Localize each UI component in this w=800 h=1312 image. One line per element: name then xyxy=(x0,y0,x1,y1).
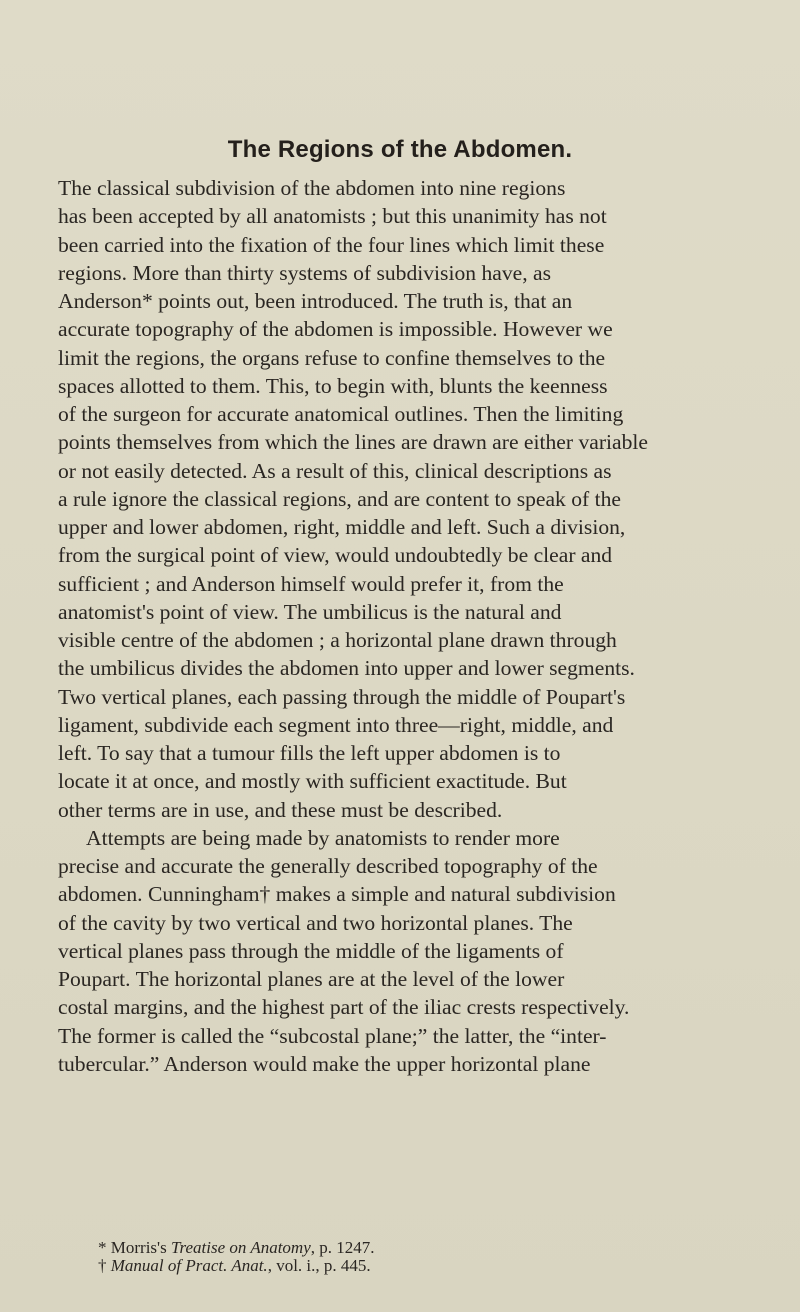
text-line: The classical subdivision of the abdomen into nine regions xyxy=(58,176,566,200)
text-line: has been accepted by all anatomists ; but this unanimity has not xyxy=(58,204,607,229)
text-line: other terms are in use, and these must be described. xyxy=(58,797,503,822)
text-line: precise and accurate the generally described topography of the xyxy=(58,854,598,878)
text-line: sufficient ; and Anderson himself would prefer it, from the xyxy=(58,571,564,596)
text-line: The former is called the “subcostal plane;” the latter, the “inter- xyxy=(58,1023,607,1048)
text-line: points themselves from which the lines are drawn are either variable xyxy=(58,430,649,455)
text-line: costal margins, and the highest part of the iliac crests respectively. xyxy=(58,995,630,1020)
text-line: ligament, subdivide each segment into three—right, middle, and xyxy=(58,712,614,737)
text-line: spaces allotted to them. This, to begin with, blunts the keenness xyxy=(58,373,608,398)
text-line: anatomist's point of view. The umbilicus is the natural and xyxy=(58,599,562,624)
text-line: accurate topography of the abdomen is impossible. However we xyxy=(58,317,613,342)
text-line: the umbilicus divides the abdomen into upper and lower segments. xyxy=(58,656,635,681)
text-line: been carried into the fixation of the four lines which limit these xyxy=(58,232,605,257)
text-line: left. To say that a tumour fills the left upper abdomen is to xyxy=(58,741,561,765)
text-line: or not easily detected. As a result of this, clinical descriptions as xyxy=(58,458,612,483)
text-line: of the cavity by two vertical and two horizontal planes. The xyxy=(58,910,573,935)
footnotes xyxy=(98,1239,698,1275)
text-line: upper and lower abdomen, right, middle and left. Such a division, xyxy=(58,515,626,539)
footnote-1-mark: * xyxy=(98,1238,107,1257)
footnote-1-author: Morris's xyxy=(110,1238,167,1257)
text-line: abdomen. Cunningham† makes a simple and natural subdivision xyxy=(58,882,616,907)
text-line: regions. More than thirty systems of subdivision have, as xyxy=(58,260,551,285)
footnote-1 xyxy=(98,1239,698,1257)
page-title: The Regions of the Abdomen. xyxy=(227,136,573,163)
text-line: from the surgical point of view, would undoubtedly be clear and xyxy=(58,543,613,568)
footnote-2-ref: , vol. i., p. 445. xyxy=(267,1256,371,1275)
text-line: locate it at once, and mostly with sufficient exactitude. But xyxy=(58,769,567,794)
footnote-1-ref: , p. 1247. xyxy=(310,1238,375,1257)
text-line: Two vertical planes, each passing through the middle of Poupart's xyxy=(58,684,626,709)
text-line: Attempts are being made by anatomists to render more xyxy=(86,825,560,850)
footnote-2-mark: † xyxy=(98,1256,107,1275)
body-text xyxy=(58,174,742,1078)
text-line: vertical planes pass through the middle of the ligaments of xyxy=(58,938,564,963)
text-line: of the surgeon for accurate anatomical outlines. Then the limiting xyxy=(58,402,624,426)
footnote-1-work: Treatise on Anatomy xyxy=(170,1238,311,1257)
text-line: Anderson* points out, been introduced. The truth is, that an xyxy=(58,289,573,313)
footnote-2-work: Manual of Pract. Anat. xyxy=(110,1256,268,1275)
text-line: tubercular.” Anderson would make the upper horizontal plane xyxy=(58,1051,591,1076)
footnote-2 xyxy=(98,1257,698,1275)
text-line: Poupart. The horizontal planes are at the level of the lower xyxy=(58,967,565,991)
text-line: a rule ignore the classical regions, and are content to speak of the xyxy=(58,486,622,511)
text-line: visible centre of the abdomen ; a horizontal plane drawn through xyxy=(58,628,617,652)
text-line: limit the regions, the organs refuse to confine themselves to the xyxy=(58,345,606,370)
